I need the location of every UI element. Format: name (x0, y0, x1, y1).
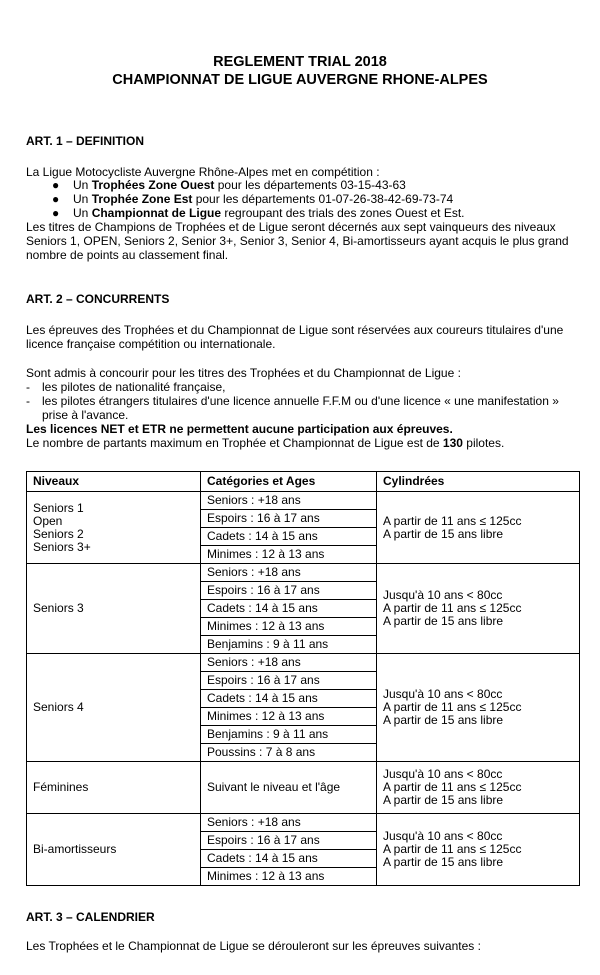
art2-dash-2-line1: les pilotes étrangers titulaires d'une licence annuelle F.F.M ou d'une licence « une manifestation » (42, 394, 559, 408)
art1-bullet-1: Un Trophées Zone Ouest pour les départements 03-15-43-63 (73, 178, 406, 192)
level-cell: Bi-amortisseurs (27, 814, 201, 886)
dash-marker: - (26, 380, 30, 394)
table-row (27, 762, 580, 814)
table-row (27, 814, 580, 832)
table-header-row (27, 472, 580, 492)
category-cell: Seniors : +18 ans (201, 564, 377, 582)
art2-heading: ART. 2 – CONCURRENTS (26, 292, 170, 306)
document-title-line1: REGLEMENT TRIAL 2018 (213, 54, 387, 70)
category-cell: Espoirs : 16 à 17 ans (201, 832, 377, 850)
levels-table (26, 471, 580, 886)
art1-bullet-3: Un Championnat de Ligue regroupant des trials des zones Ouest et Est. (73, 206, 465, 220)
category-cell: Seniors : +18 ans (201, 814, 377, 832)
art1-heading: ART. 1 – DEFINITION (26, 134, 145, 148)
art2-para1-line2: licence française compétition ou internationale. (26, 337, 276, 351)
art2-para2: Sont admis à concourir pour les titres des Trophées et du Championnat de Ligue : (26, 366, 461, 380)
category-cell: Benjamins : 9 à 11 ans (201, 636, 377, 654)
table-header-cell: Catégories et Ages (201, 472, 377, 492)
table-row (27, 564, 580, 582)
cylinder-cell: Jusqu'à 10 ans < 80cc A partir de 11 ans ≤ 125cc A partir de 15 ans libre (377, 564, 580, 654)
table-row (27, 492, 580, 510)
art2-max-participants: Le nombre de partants maximum en Trophée et Championnat de Ligue est de 130 pilotes. (26, 436, 505, 450)
category-cell: Espoirs : 16 à 17 ans (201, 582, 377, 600)
cylinder-cell: A partir de 11 ans ≤ 125cc A partir de 15 ans libre (377, 492, 580, 564)
level-cell: Féminines (27, 762, 201, 814)
category-cell: Espoirs : 16 à 17 ans (201, 672, 377, 690)
category-cell: Suivant le niveau et l'âge (201, 762, 377, 814)
art1-intro: La Ligue Motocycliste Auvergne Rhône-Alpes met en compétition : (26, 165, 380, 179)
category-cell: Poussins : 7 à 8 ans (201, 744, 377, 762)
dash-marker: - (26, 394, 30, 408)
cylinder-cell: Jusqu'à 10 ans < 80cc A partir de 11 ans ≤ 125cc A partir de 15 ans libre (377, 814, 580, 886)
category-cell: Minimes : 12 à 13 ans (201, 546, 377, 564)
category-cell: Cadets : 14 à 15 ans (201, 600, 377, 618)
cylinder-cell: Jusqu'à 10 ans < 80cc A partir de 11 ans ≤ 125cc A partir de 15 ans libre (377, 654, 580, 762)
art1-closing-line3: nombre de points au classement final. (26, 248, 229, 262)
art1-closing-line2: Seniors 1, OPEN, Seniors 2, Senior 3+, Senior 3, Senior 4, Bi-amortisseurs ayant acquis le plus grand (26, 234, 569, 248)
category-cell: Minimes : 12 à 13 ans (201, 868, 377, 886)
bullet-icon: ● (52, 192, 60, 206)
art1-closing-line1: Les titres de Champions de Trophées et de Ligue seront décernés aux sept vainqueurs des niveaux (26, 220, 556, 234)
category-cell: Seniors : +18 ans (201, 654, 377, 672)
level-cell: Seniors 3 (27, 564, 201, 654)
table-header-cell: Niveaux (27, 472, 201, 492)
category-cell: Cadets : 14 à 15 ans (201, 690, 377, 708)
level-cell: Seniors 1 Open Seniors 2 Seniors 3+ (27, 492, 201, 564)
table-header-cell: Cylindrées (377, 472, 580, 492)
category-cell: Cadets : 14 à 15 ans (201, 528, 377, 546)
bullet-icon: ● (52, 178, 60, 192)
art2-dash-1: les pilotes de nationalité française, (42, 380, 226, 394)
bullet-icon: ● (52, 206, 60, 220)
level-cell: Seniors 4 (27, 654, 201, 762)
art2-dash-2-line2: prise à l'avance. (42, 408, 129, 422)
art2-warning: Les licences NET et ETR ne permettent aucune participation aux épreuves. (26, 422, 453, 436)
art3-text: Les Trophées et le Championnat de Ligue se dérouleront sur les épreuves suivantes : (26, 939, 481, 953)
category-cell: Espoirs : 16 à 17 ans (201, 510, 377, 528)
art2-para1-line1: Les épreuves des Trophées et du Championnat de Ligue sont réservées aux coureurs titulaires d'une (26, 323, 564, 337)
category-cell: Minimes : 12 à 13 ans (201, 618, 377, 636)
category-cell: Seniors : +18 ans (201, 492, 377, 510)
category-cell: Minimes : 12 à 13 ans (201, 708, 377, 726)
cylinder-cell: Jusqu'à 10 ans < 80cc A partir de 11 ans ≤ 125cc A partir de 15 ans libre (377, 762, 580, 814)
category-cell: Cadets : 14 à 15 ans (201, 850, 377, 868)
document-title-line2: CHAMPIONNAT DE LIGUE AUVERGNE RHONE-ALPES (112, 72, 488, 88)
table-row (27, 654, 580, 672)
art3-heading: ART. 3 – CALENDRIER (26, 910, 155, 924)
category-cell: Benjamins : 9 à 11 ans (201, 726, 377, 744)
art1-bullet-2: Un Trophée Zone Est pour les départements 01-07-26-38-42-69-73-74 (73, 192, 454, 206)
